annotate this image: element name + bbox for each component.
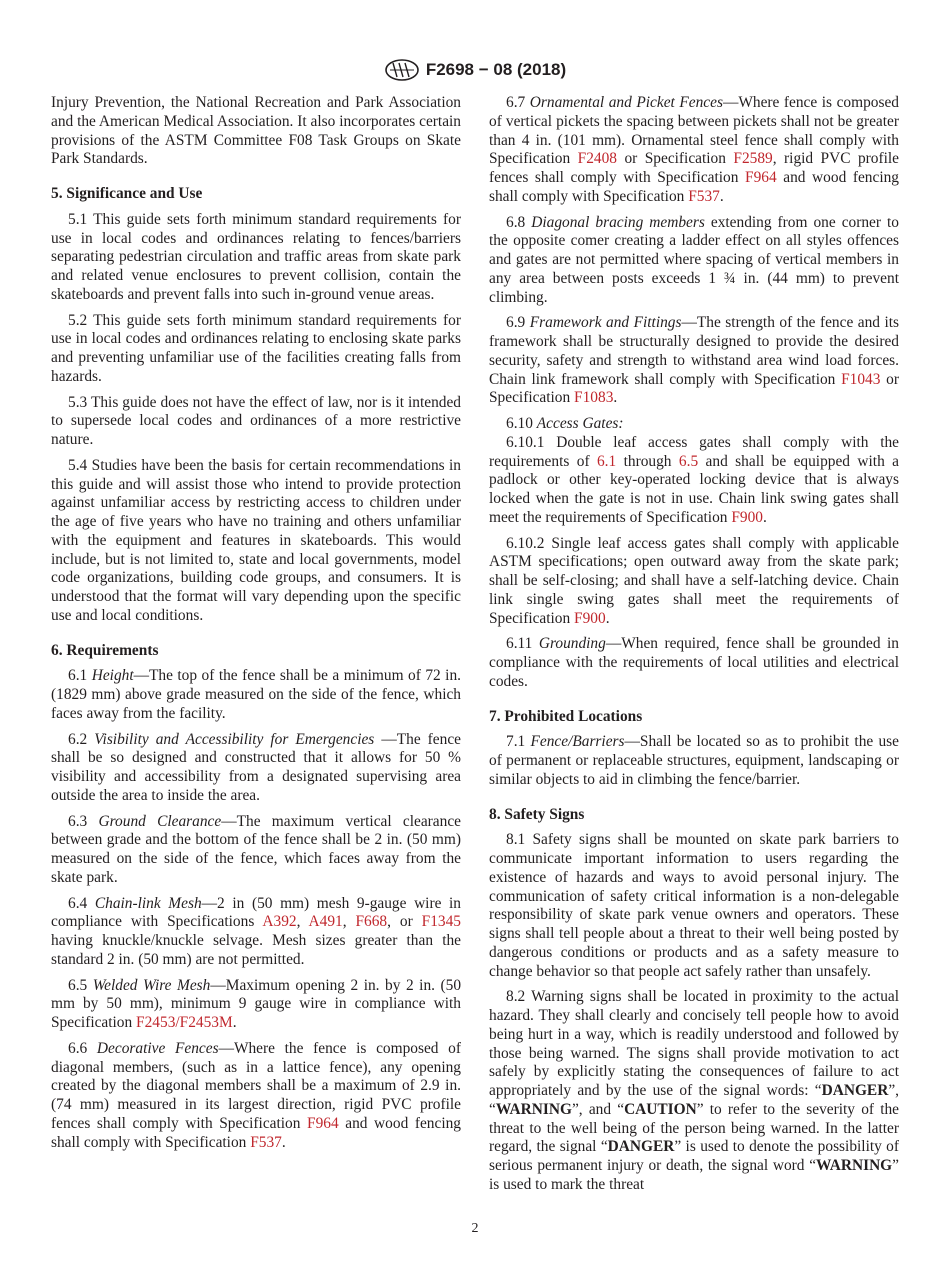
reference-link-6-1[interactable]: 6.1 (596, 452, 617, 470)
right-column (489, 94, 899, 1202)
paragraph-6-10-1: 6.10.1 Double leaf access gates shall comply with the requirements of 6.1 through 6.5 and shall be equipped with a padlock or other key-operated locking device that is always locked when the gate is not in use. Chain link swing gates shall meet the requirements of Specification F900. (489, 433, 899, 526)
reference-link-f1345[interactable]: F1345 (421, 913, 461, 931)
reference-link-f537[interactable]: F537 (688, 187, 720, 205)
paragraph-intro-continued: Injury Prevention, the National Recreation and Park Association and the American Medical Association. It also incorporates certain provisions of the ASTM Committee F08 Task Groups on Skate Park Standards. (51, 94, 461, 168)
section-heading-6: 6. Requirements (51, 641, 159, 659)
reference-link-f2589[interactable]: F2589 (733, 150, 773, 168)
paragraph-6-8: 6.8 Diagonal bracing members extending from one corner to the opposite comer creating a ladder effect on all styles offences and gates are not permitted where spacing of vertical members in any area between posts exceeds 1 ¾ in. (44 mm) to prevent climbing. (489, 213, 899, 306)
reference-link-a392[interactable]: A392 (262, 913, 297, 931)
paragraph-6-1: 6.1 Height—The top of the fence shall be a minimum of 72 in. (1829 mm) above grade measured on the side of the fence, which faces away from the facility. (51, 667, 461, 722)
left-column (51, 94, 461, 1159)
section-heading-5: 5. Significance and Use (51, 185, 203, 202)
paragraph-8-2: 8.2 Warning signs shall be located in proximity to the actual hazard. They shall clearly and concisely tell people how to avoid being hurt in a way, which is readily understood and followed by those being warned. The signs shall provide motivation to act safely by explicitly stating the consequences of failure to act appropriately and by the use of the signal words: “DANGER”, “WARNING”, and “CAUTION” to refer to the severity of the threat to the well being of the person being warned. In the latter regard, the signal “DANGER” is used to denote the possibility of serious permanent injury or death, the signal word “WARNING” is used to mark the threat (489, 988, 900, 1193)
paragraph-6-4: 6.4 Chain-link Mesh—2 in (50 mm) mesh 9-gauge wire in compliance with Specifications A392, A491, F668, or F1345 having knuckle/knuckle selvage. Mesh sizes greater than the standard 2 in. (50 mm) are not permitted. (51, 894, 462, 968)
paragraph-8-1: 8.1 Safety signs shall be mounted on skate park barriers to communicate important information to users regarding the existence of hazards and ways to avoid personal injury. The communication of safety critical information is a non-delegable responsibility of skate park venue owners and operators. These signs shall tell people about a threat to their well being posted by dangerous conditions or products and as a safety measure to change behavior so that people act safely rather than unsafely. (489, 831, 899, 980)
paragraph-5-2: 5.2 This guide sets forth minimum standard requirements for use in local codes and ordinances relating to enclosing skate parks and preventing unfamiliar use of the facilities creating falls from hazards. (51, 311, 461, 385)
paragraph-6-10-2: 6.10.2 Single leaf access gates shall comply with applicable ASTM specifications; open outward away from the skate park; shall be self-closing; and shall have a self-latching device. Chain link single swing gates shall meet the requirements of Specification F900. (489, 534, 899, 627)
reference-link-f537[interactable]: F537 (250, 1133, 282, 1151)
paragraph-5-1: 5.1 This guide sets forth minimum standard requirements for use in local codes and ordinances relating to fences/barriers separating pedestrian circulation and traffic areas from skate park and related venue enclosures to prevent collision, contain the skateboards and prevent falls into such in-ground venue areas. (51, 210, 461, 303)
paragraph-6-6: 6.6 Decorative Fences—Where the fence is composed of diagonal members, (such as in a lattice fence), any opening created by the diagonal members shall be a maximum of 2.9 in. (74 mm) measured in its largest direction, rigid PVC profile fences shall comply with Specification F964 and wood fencing shall comply with Specification F537. (51, 1039, 461, 1151)
reference-link-f964[interactable]: F964 (745, 169, 777, 186)
paragraph-6-9: 6.9 Framework and Fittings—The strength of the fence and its framework shall be structurally designed to provide the desired security, safety and strength to withstand area wind load forces. Chain link framework shall comply with Specification F1043 or Specification F1083. (489, 314, 900, 407)
document-designation: F2698 − 08 (2018) (425, 60, 567, 79)
reference-link-6-5[interactable]: 6.5 (678, 452, 699, 470)
reference-link-f1083[interactable]: F1083 (574, 389, 614, 407)
paragraph-6-2: 6.2 Visibility and Accessibility for Emergencies —The fence shall be so designed and constructed that it allows for 50 % visibility and accessibility from a designated supervising area outside the area to inside the area. (51, 730, 461, 804)
reference-link-f900[interactable]: F900 (574, 609, 606, 627)
reference-link-f668[interactable]: F668 (355, 913, 388, 931)
astm-logo-icon (384, 58, 420, 82)
page-number: 2 (471, 1221, 479, 1236)
reference-link-a491[interactable]: A491 (308, 913, 343, 931)
page-header (0, 56, 950, 84)
paragraph-7-1: 7.1 Fence/Barriers—Shall be located so as to prohibit the use of permanent or replaceable structures, equipment, landscaping or similar objects to aid in climbing the fence/barrier. (489, 733, 899, 788)
paragraph-6-5: 6.5 Welded Wire Mesh—Maximum opening 2 in. by 2 in. (50 mm by 50 mm), minimum 9 gauge wire in compliance with Specification F2453/F2453M. (51, 976, 462, 1031)
paragraph-6-3: 6.3 Ground Clearance—The maximum vertical clearance between grade and the bottom of the fence shall be 2 in. (50 mm) measured on the side of the fence, which faces away from the skate park. (51, 812, 461, 886)
reference-link-f1043[interactable]: F1043 (841, 370, 881, 388)
section-heading-8: 8. Safety Signs (489, 805, 585, 823)
reference-link-f964[interactable]: F964 (307, 1114, 339, 1132)
reference-link-f2408[interactable]: F2408 (577, 150, 617, 168)
paragraph-6-7: 6.7 Ornamental and Picket Fences—Where fence is composed of vertical pickets the spacing between pickets shall not be greater than 4 in. (101 mm). Ornamental steel fence shall comply with Specification F2408 or Specification F2589, rigid PVC profile fences shall comply with Specification F964 and wood fencing shall comply with Specification F537. (489, 94, 899, 205)
reference-link-f2453[interactable]: F2453/F2453M (136, 1014, 233, 1031)
paragraph-5-4: 5.4 Studies have been the basis for certain recommendations in this guide and will assist those who intend to provide protection against unfamiliar access by restricting access to children under the age of five years who have no training and others unfamiliar with the equipment and features in skateboards. This would include, but is not limited to, state and local governments, model code organizations, building code groups, and consumers. It is understood that the format will vary depending upon the specific use and local conditions. (51, 456, 461, 624)
reference-link-f900[interactable]: F900 (731, 508, 763, 526)
paragraph-6-10: 6.10 Access Gates: (506, 415, 624, 432)
paragraph-5-3: 5.3 This guide does not have the effect of law, nor is it intended to supersede local codes and ordinances of a more restrictive nature. (51, 393, 461, 448)
paragraph-6-11: 6.11 Grounding—When required, fence shall be grounded in compliance with the requirements of local utilities and electrical codes. (489, 635, 899, 690)
section-heading-7: 7. Prohibited Locations (489, 707, 643, 725)
